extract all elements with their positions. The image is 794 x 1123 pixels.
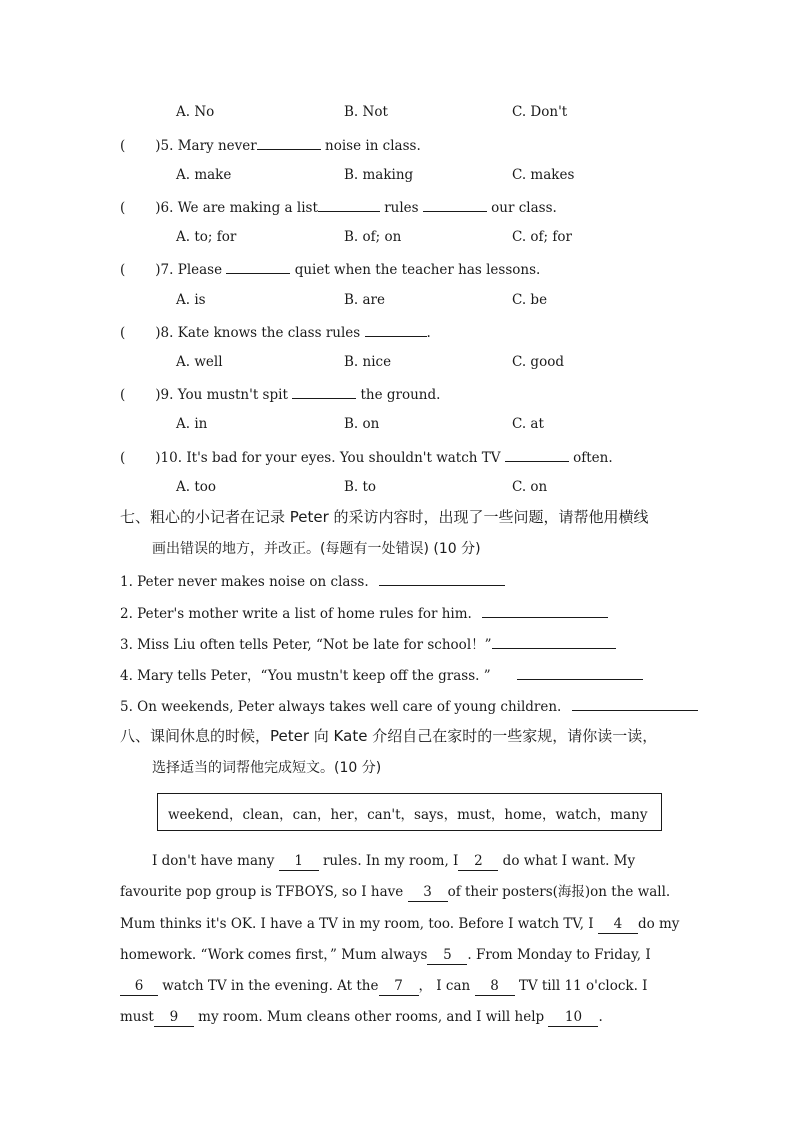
q10-option-c: C. on	[512, 479, 548, 495]
q5-option-a: A. make	[176, 167, 232, 183]
blank-2[interactable]: 2	[458, 852, 498, 871]
blank-1[interactable]: 1	[279, 852, 319, 871]
question-6: ( )6. We are making a list rules our class.	[120, 197, 557, 217]
answer-blank[interactable]	[226, 259, 290, 274]
correction-blank[interactable]	[572, 696, 698, 711]
q4-option-b: B. Not	[344, 104, 388, 120]
answer-blank[interactable]	[505, 447, 569, 462]
q8-option-c: C. good	[512, 354, 564, 370]
section-8-title: 八、课间休息的时候，Peter 向 Kate 介绍自己在家时的一些家规，请你读一读，	[120, 727, 658, 745]
blank-7[interactable]: 7	[379, 977, 419, 996]
correction-blank[interactable]	[492, 634, 616, 649]
q7-option-a: A. is	[176, 292, 206, 308]
s7-item-1: 1. Peter never makes noise on class.	[120, 571, 505, 591]
answer-blank[interactable]	[365, 322, 427, 337]
s7-item-3: 3. Miss Liu often tells Peter, “Not be late for school！”	[120, 634, 616, 654]
question-8: ( )8. Kate knows the class rules .	[120, 322, 431, 342]
passage-line-6: must 9 my room. Mum cleans other rooms, and I will help 10 .	[120, 1009, 603, 1025]
correction-blank[interactable]	[379, 571, 505, 586]
s7-item-4: 4. Mary tells Peter，“You mustn't keep off the grass. ”	[120, 665, 643, 685]
q6-option-b: B. of; on	[344, 229, 402, 245]
answer-blank[interactable]	[292, 384, 356, 399]
section-8-title-cont: 选择适当的词帮他完成短文。(10 分)	[152, 760, 382, 776]
q9-option-c: C. at	[512, 416, 544, 432]
q9-option-b: B. on	[344, 416, 380, 432]
passage-line-5: 6 watch TV in the evening. At the 7 ， I can 8 TV till 11 o'clock. I	[120, 977, 675, 996]
passage-line-1: I don't have many 1 rules. In my room, I 2 do what I want. My	[152, 853, 636, 869]
q7-option-c: C. be	[512, 292, 548, 308]
s7-item-2: 2. Peter's mother write a list of home rules for him.	[120, 603, 608, 623]
passage-line-4: homework. “Work comes first，” Mum always 5 . From Monday to Friday, I	[120, 947, 651, 963]
section-7-title: 七、粗心的小记者在记录 Peter 的采访内容时，出现了一些问题，请帮他用横线	[120, 508, 649, 526]
answer-blank[interactable]	[318, 197, 380, 212]
section-7-title-cont: 画出错误的地方，并改正。(每题有一处错误) (10 分)	[152, 541, 481, 557]
question-9: ( )9. You mustn't spit the ground.	[120, 384, 440, 404]
answer-blank[interactable]	[423, 197, 487, 212]
word-bank: weekend，clean，can，her，can't，says，must，home，watch，many	[168, 807, 648, 823]
q7-option-b: B. are	[344, 292, 385, 308]
q8-option-b: B. nice	[344, 354, 392, 370]
question-7: ( )7. Please quiet when the teacher has lessons.	[120, 259, 540, 279]
passage-line-3: Mum thinks it's OK. I have a TV in my room, too. Before I watch TV, I 4 do my	[120, 916, 680, 932]
correction-blank[interactable]	[482, 603, 608, 618]
q5-option-b: B. making	[344, 167, 414, 183]
q5-option-c: C. makes	[512, 167, 575, 183]
question-10: ( )10. It's bad for your eyes. You shouldn't watch TV often.	[120, 447, 613, 467]
blank-9[interactable]: 9	[154, 1008, 194, 1027]
blank-5[interactable]: 5	[427, 946, 467, 965]
blank-6[interactable]: 6	[120, 977, 158, 996]
q6-option-a: A. to; for	[176, 229, 237, 245]
blank-10[interactable]: 10	[548, 1008, 598, 1027]
blank-8[interactable]: 8	[475, 977, 515, 996]
s7-item-5: 5. On weekends, Peter always takes well care of young children.	[120, 696, 698, 716]
q8-option-a: A. well	[176, 354, 223, 370]
answer-blank[interactable]	[257, 135, 321, 150]
question-5: ( )5. Mary never noise in class.	[120, 135, 421, 155]
q6-option-c: C. of; for	[512, 229, 572, 245]
q10-option-a: A. too	[176, 479, 217, 495]
q4-option-c: C. Don't	[512, 104, 568, 120]
q9-option-a: A. in	[176, 416, 208, 432]
passage-line-2: favourite pop group is TFBOYS, so I have 3 of their posters(海报)on the wall.	[120, 884, 671, 900]
q4-option-a: A. No	[176, 104, 215, 120]
blank-3[interactable]: 3	[408, 883, 448, 902]
blank-4[interactable]: 4	[598, 915, 638, 934]
q10-option-b: B. to	[344, 479, 377, 495]
correction-blank[interactable]	[517, 665, 643, 680]
word-bank-box	[157, 793, 662, 831]
